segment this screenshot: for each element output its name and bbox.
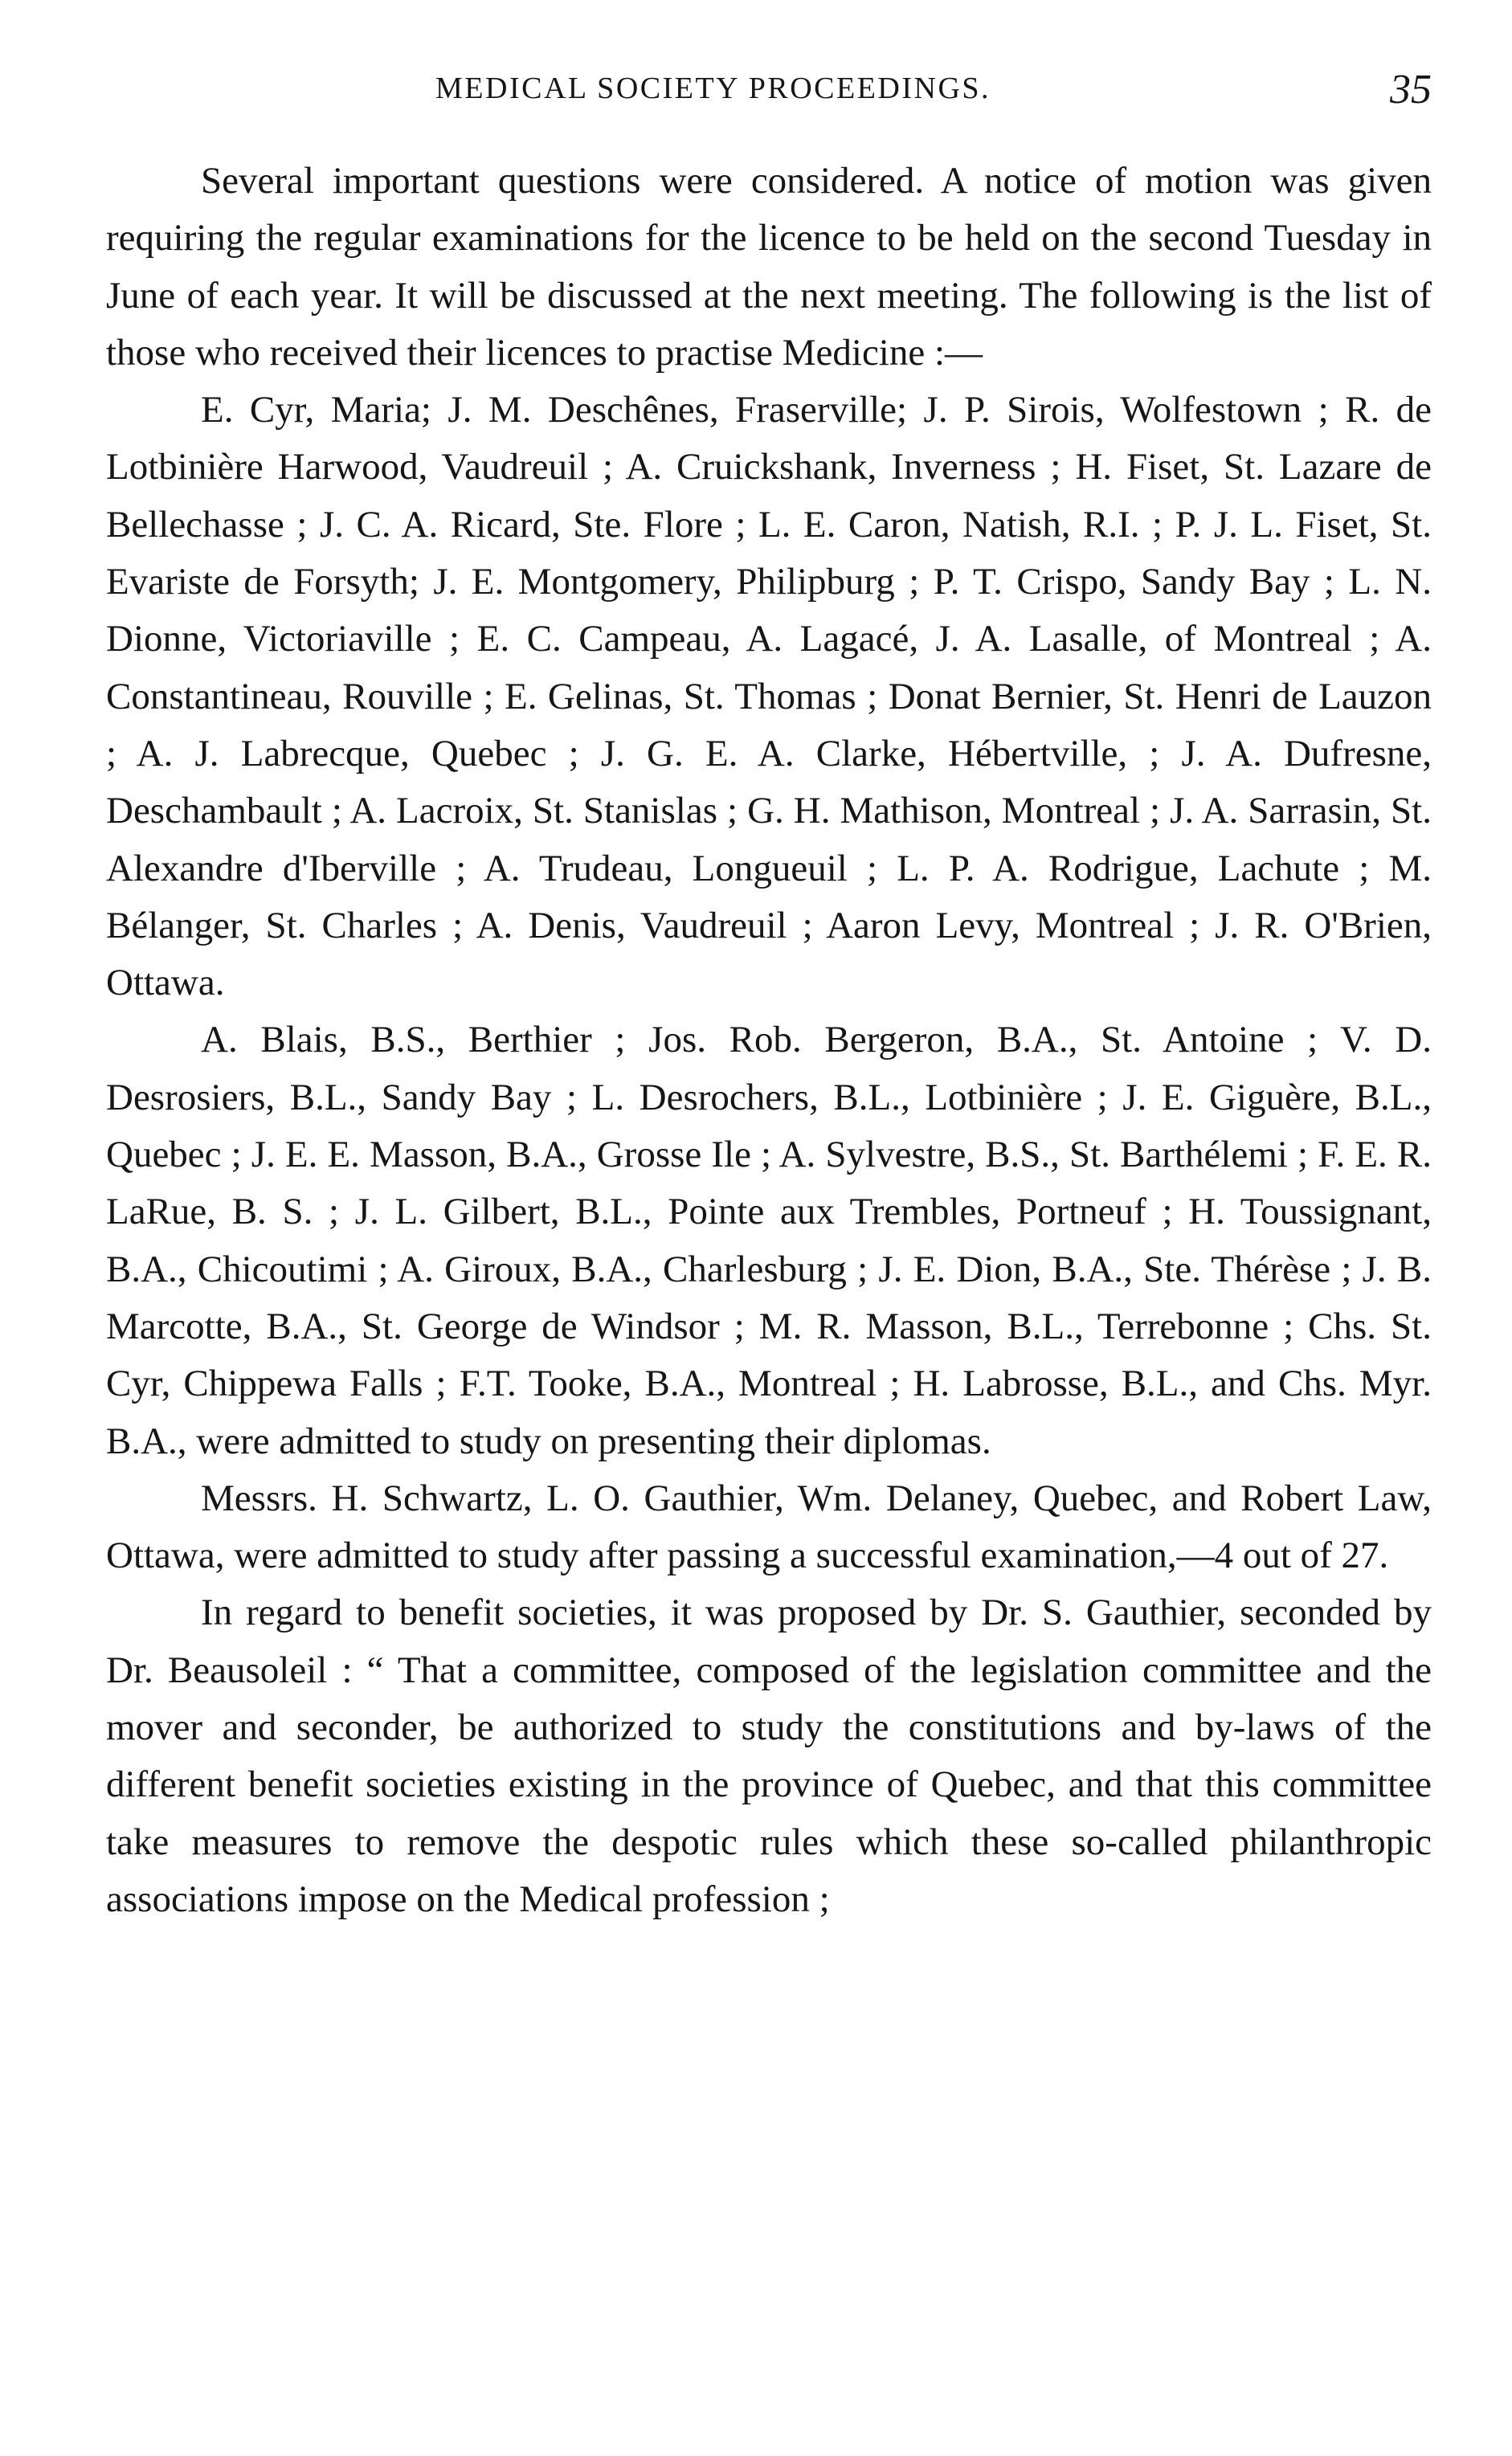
running-head bbox=[106, 66, 1432, 122]
page-number: 35 bbox=[1390, 67, 1432, 112]
paragraph-admitted-diplomas: A. Blais, B.S., Berthier ; Jos. Rob. Bergeron, B.A., St. Antoine ; V. D. Desrosiers, B.L., Sandy Bay ; L. Desrochers, B.L., Lotbinière ; J. E. Giguère, B.L., Quebec ; J. E. E. Masson, B.A., Grosse Ile ; A. Sylvestre, B.S., St. Barthélemi ; F. E. R. LaRue, B. S. ; J. L. Gilbert, B.L., Pointe aux Trembles, Portneuf ; H. Toussignant, B.A., Chicoutimi ; A. Giroux, B.A., Charlesburg ; J. E. Dion, B.A., Ste. Thérèse ; J. B. Marcotte, B.A., St. George de Windsor ; M. R. Masson, B.L., Terrebonne ; Chs. St. Cyr, Chippewa Falls ; F.T. Tooke, B.A., Montreal ; H. Labrosse, B.L., and Chs. Myr. B.A., were admitted to study on presenting their diplomas. bbox=[106, 1019, 1432, 1462]
paragraph-licensees-list: E. Cyr, Maria; J. M. Deschênes, Fraserville; J. P. Sirois, Wolfestown ; R. de Lotbinière Harwood, Vaudreuil ; A. Cruickshank, Inverness ; H. Fiset, St. Lazare de Bellechasse ; J. C. A. Ricard, Ste. Flore ; L. E. Caron, Natish, R.I. ; P. J. L. Fiset, St. Evariste de Forsyth; J. E. Montgomery, Philipburg ; P. T. Crispo, Sandy Bay ; L. N. Dionne, Victoriaville ; E. C. Campeau, A. Lagacé, J. A. Lasalle, of Montreal ; A. Constantineau, Rouville ; E. Gelinas, St. Thomas ; Donat Bernier, St. Henri de Lauzon ; A. J. Labrecque, Quebec ; J. G. E. A. Clarke, Hébertville, ; J. A. Dufresne, Deschambault ; A. Lacroix, St. Stanislas ; G. H. Mathison, Montreal ; J. A. Sarrasin, St. Alexandre d'Iberville ; A. Trudeau, Longueuil ; L. P. A. Rodrigue, Lachute ; M. Bélanger, St. Charles ; A. Denis, Vaudreuil ; Aaron Levy, Montreal ; J. R. O'Brien, Ottawa. bbox=[106, 389, 1432, 1004]
paragraph-important-questions: Several important questions were considered. A notice of motion was given requiring the regular examinations for the licence to be held on the second Tuesday in June of each year. It will be discussed at the next meeting. The following is the list of those who received their licences to practise Medicine :— bbox=[106, 160, 1432, 374]
paragraph-admitted-examination: Messrs. H. Schwartz, L. O. Gauthier, Wm. Delaney, Quebec, and Robert Law, Ottawa, were admitted to study after passing a successful examination,—4 out of 27. bbox=[106, 1477, 1432, 1577]
running-title: MEDICAL SOCIETY PROCEEDINGS. bbox=[435, 72, 991, 105]
paragraph-benefit-societies: In regard to benefit societies, it was proposed by Dr. S. Gauthier, seconded by Dr. Beausoleil : “ That a committee, composed of the legislation committee and the mover and seconder, be authorized to study the constitutions and by-laws of the different benefit societies existing in the province of Quebec, and that this committee take measures to remove the despotic rules which these so-called philanthropic associations impose on the Medical profession ; bbox=[106, 1592, 1432, 1920]
body-text bbox=[106, 153, 1432, 1928]
